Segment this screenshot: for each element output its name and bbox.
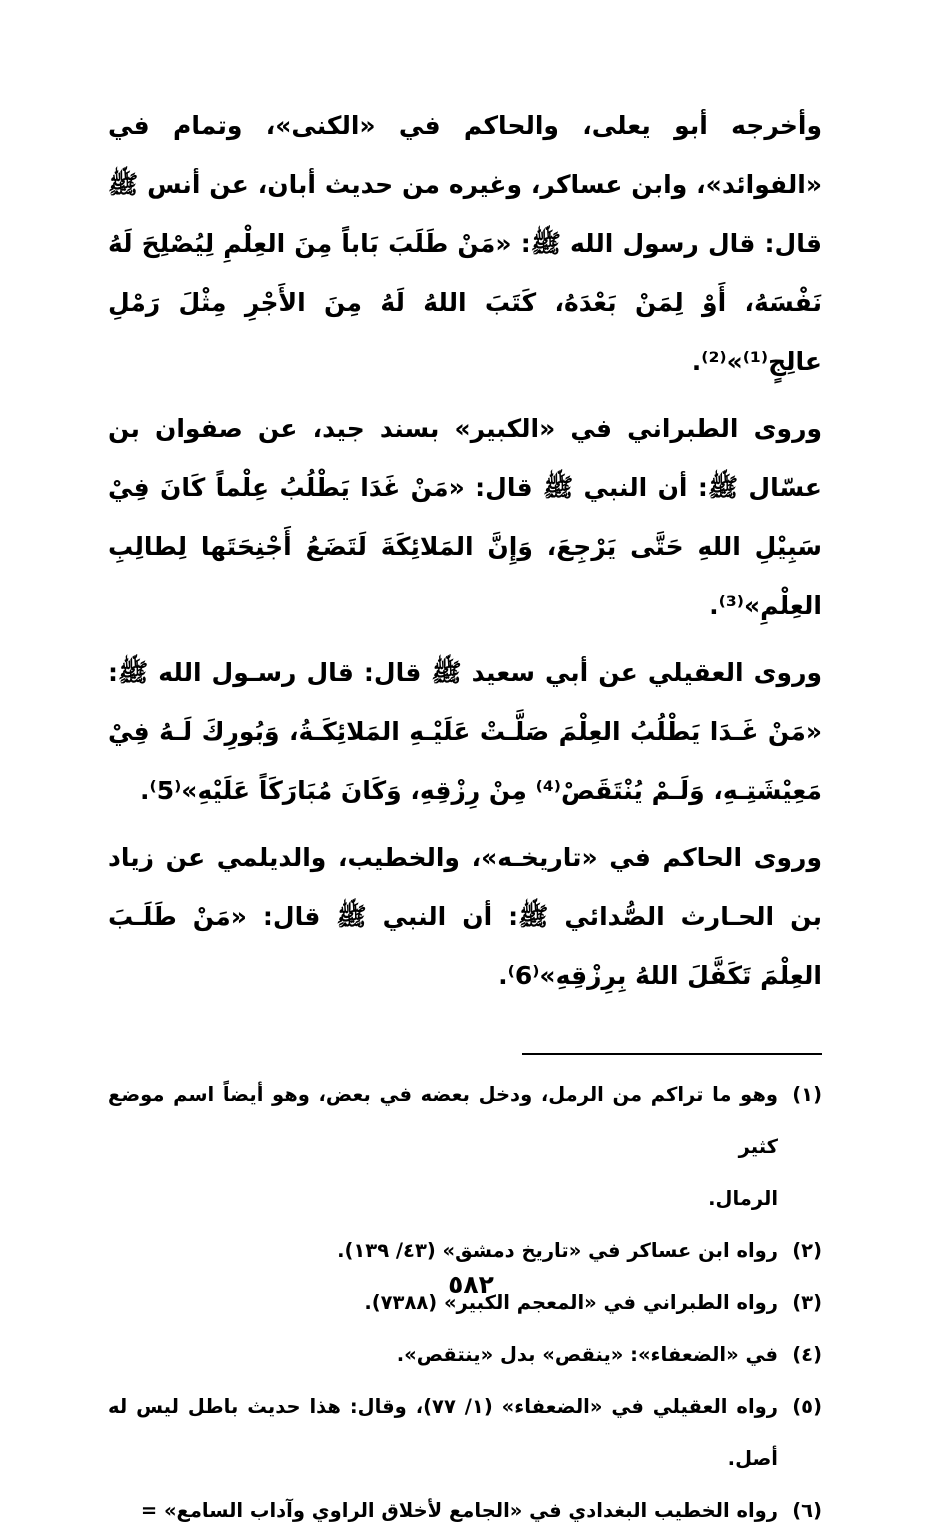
footnote-text: رواه ابن عساكر في «تاريخ دمشق» (٤٣/ ١٣٩). bbox=[337, 1239, 778, 1262]
footnote-1 bbox=[108, 1069, 822, 1225]
footnote-text: رواه الخطيب البغدادي في «الجامع لأخلاق الراوي وآداب السامع» = bbox=[140, 1499, 778, 1522]
footnote-6 bbox=[108, 1485, 822, 1537]
page-body bbox=[108, 96, 822, 1537]
footnote-4 bbox=[108, 1329, 822, 1381]
paragraph-2 bbox=[108, 399, 822, 635]
paragraph-4 bbox=[108, 828, 822, 1005]
footnote-5 bbox=[108, 1381, 822, 1485]
paragraph-text: وروى العقيلي عن أبي سعيد ﷺ قال: قال رسـول الله ﷺ: «مَنْ غَـدَا يَطْلُبُ العِلْمَ صَلَّـتْ عَلَيْـهِ المَلائِكَـةُ، وَبُورِكَ لَـهُ فِيْ مَعِيْشَتِـهِ، وَلَـمْ يُنْتَقَصْ⁽⁴⁾ مِنْ رِزْقِهِ، وَكَانَ مُبَارَكَاً عَلَيْهِ»⁽5⁾. bbox=[108, 658, 822, 805]
footnote-number: (١) bbox=[792, 1083, 822, 1106]
footnote-number: (٣) bbox=[792, 1291, 822, 1314]
footnote-text-continuation: الرمال. bbox=[708, 1187, 778, 1210]
paragraph-1 bbox=[108, 96, 822, 391]
paragraph-text: وأخرجه أبو يعلى، والحاكم في «الكنى»، وتمام في «الفوائد»، وابن عساكر، وغيره من حديث أبان، عن أنس ﷺ قال: قال رسول الله ﷺ: «مَنْ طَلَبَ بَاباً مِنَ العِلْمِ لِيُصْلِحَ لَهُ نَفْسَهُ، أَوْ لِمَنْ بَعْدَهُ، كَتَبَ اللهُ لَهُ مِنَ الأَجْرِ مِثْلَ رَمْلِ عالِجٍ⁽¹⁾»⁽²⁾. bbox=[108, 111, 822, 376]
footnote-number: (٦) bbox=[792, 1499, 822, 1522]
footnote-text: رواه العقيلي في «الضعفاء» (١/ ٧٧)، وقال: هذا حديث باطل ليس له أصل. bbox=[108, 1395, 778, 1470]
footnote-text: رواه الطبراني في «المعجم الكبير» (٧٣٨٨). bbox=[364, 1291, 778, 1314]
footnote-separator bbox=[522, 1053, 822, 1055]
paragraph-3 bbox=[108, 643, 822, 820]
footnote-text bbox=[108, 1069, 778, 1225]
footnote-number: (٢) bbox=[792, 1239, 822, 1262]
footnote-number: (٥) bbox=[792, 1395, 822, 1418]
footnote-text: في «الضعفاء»: «ينقص» بدل «ينتقص». bbox=[396, 1343, 778, 1366]
footnote-separator-wrap bbox=[108, 1013, 822, 1069]
paragraph-text: وروى الطبراني في «الكبير» بسند جيد، عن صفوان بن عسّال ﷺ: أن النبي ﷺ قال: «مَنْ غَدَا يَطْلُبُ عِلْماً كَانَ فِيْ سَبِيْلِ اللهِ حَتَّى يَرْجِعَ، وَإِنَّ المَلائِكَةَ لَتَضَعُ أَجْنِحَتَها لِطالِبِ العِلْمِ»⁽³⁾. bbox=[108, 414, 822, 620]
footnote-text-line: وهو ما تراكم من الرمل، ودخل بعضه في بعض، وهو أيضاً اسم موضع كثير bbox=[108, 1083, 778, 1158]
page-number: ٥٨٢ bbox=[448, 1270, 494, 1299]
footnote-number: (٤) bbox=[792, 1343, 822, 1366]
paragraph-text: وروى الحاكم في «تاريخـه»، والخطيب، والديلمي عن زياد بن الحـارث الصُّدائي ﷺ: أن النبي ﷺ قال: «مَنْ طَلَـبَ العِلْمَ تَكَفَّلَ اللهُ بِرِزْقِهِ»⁽6⁾. bbox=[108, 843, 822, 990]
